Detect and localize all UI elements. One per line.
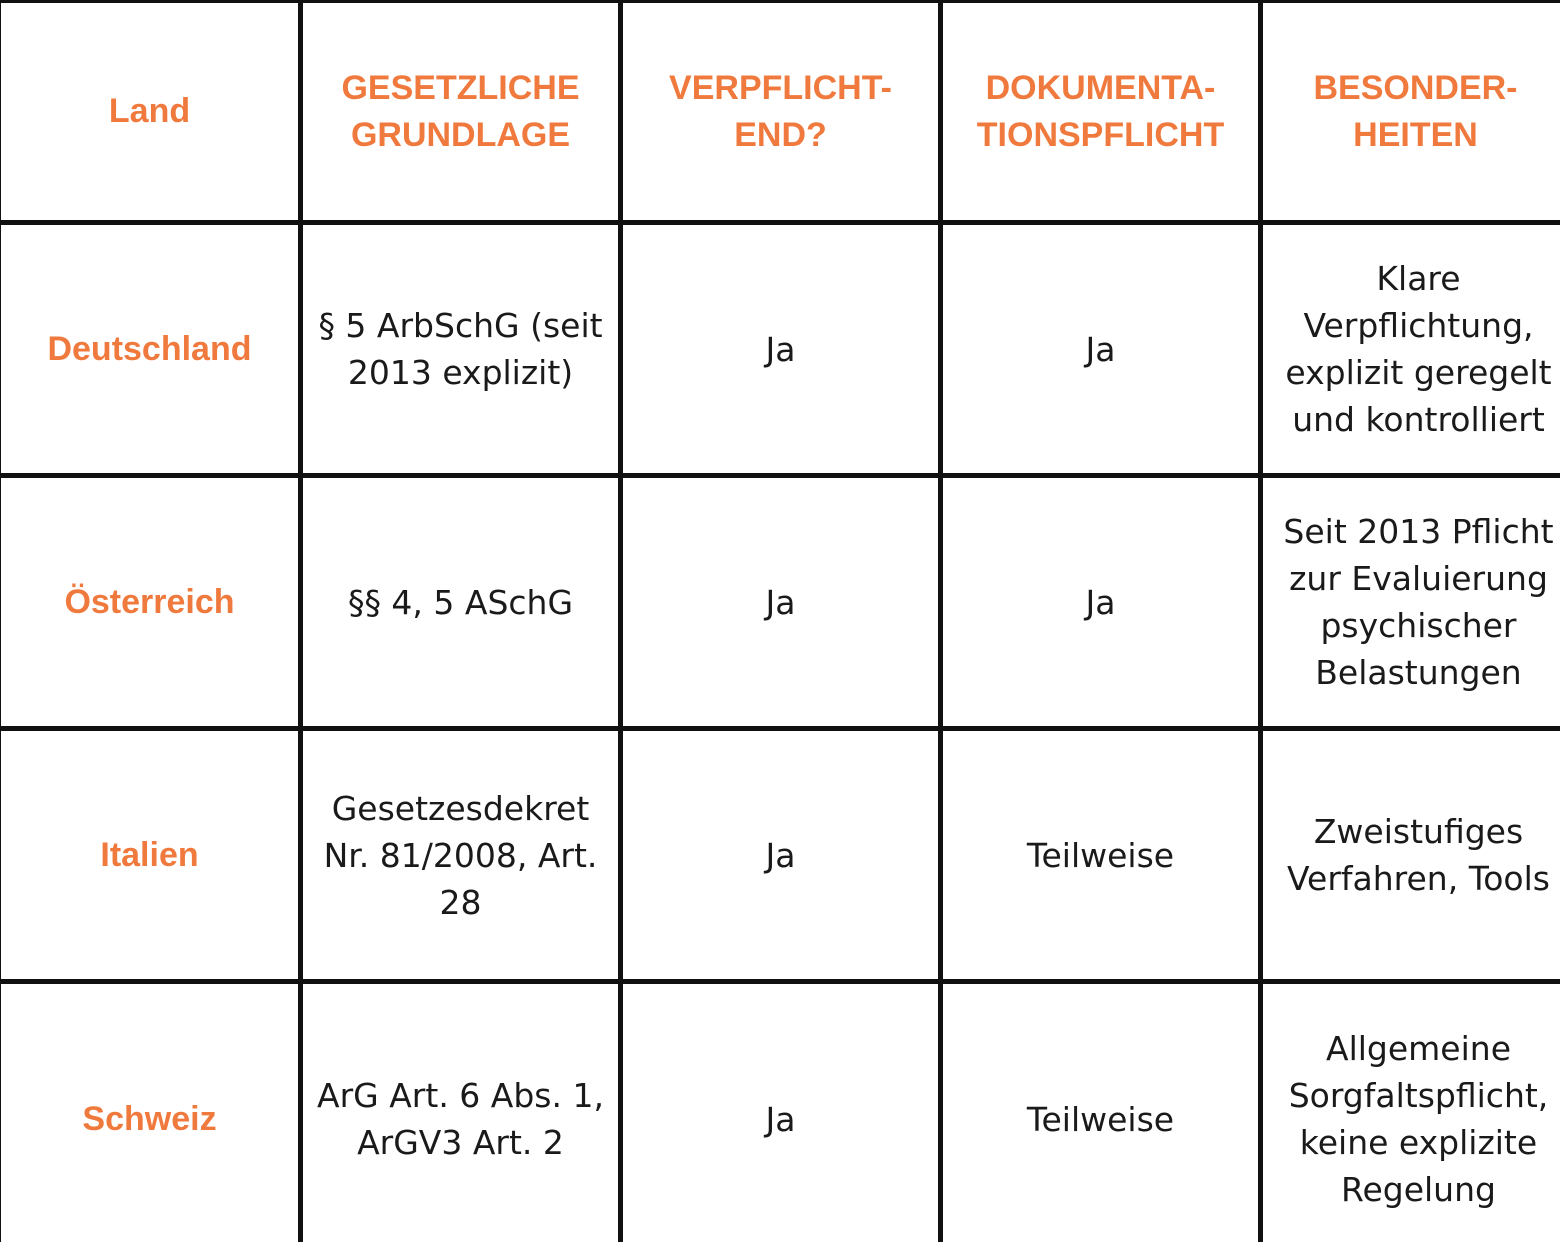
cell-land: Österreich xyxy=(0,476,301,729)
table-row xyxy=(0,223,1560,476)
cell-besonderheiten: Seit 2013 Pflicht zur Evaluierung psychischer Belastungen xyxy=(1261,476,1560,729)
cell-land: Schweiz xyxy=(0,982,301,1242)
cell-grundlage: ArG Art. 6 Abs. 1, ArGV3 Art. 2 xyxy=(301,982,621,1242)
cell-land: Italien xyxy=(0,729,301,982)
header-dokumentationspflicht: DOKUMENTA- TIONSPFLICHT xyxy=(941,1,1261,223)
cell-besonderheiten: Allgemeine Sorgfaltspflicht, keine explizite Regelung xyxy=(1261,982,1560,1242)
cell-verpflichtend: Ja xyxy=(621,476,941,729)
header-gesetzliche-grundlage: GESETZLICHE GRUNDLAGE xyxy=(301,1,621,223)
header-besonderheiten: BESONDER- HEITEN xyxy=(1261,1,1560,223)
header-verpflichtend: VERPFLICHT- END? xyxy=(621,1,941,223)
header-land: Land xyxy=(0,1,301,223)
cell-besonderheiten: Klare Verpflichtung, explizit geregelt und kontrolliert xyxy=(1261,223,1560,476)
table-row xyxy=(0,729,1560,982)
cell-besonderheiten: Zweistufiges Verfahren, Tools xyxy=(1261,729,1560,982)
cell-dokumentation: Ja xyxy=(941,476,1261,729)
cell-dokumentation: Teilweise xyxy=(941,982,1261,1242)
cell-dokumentation: Ja xyxy=(941,223,1261,476)
cell-verpflichtend: Ja xyxy=(621,223,941,476)
cell-grundlage: Gesetzesdekret Nr. 81/2008, Art. 28 xyxy=(301,729,621,982)
cell-verpflichtend: Ja xyxy=(621,729,941,982)
table-row xyxy=(0,982,1560,1242)
cell-grundlage: § 5 ArbSchG (seit 2013 explizit) xyxy=(301,223,621,476)
cell-land: Deutschland xyxy=(0,223,301,476)
table-row xyxy=(0,476,1560,729)
cell-verpflichtend: Ja xyxy=(621,982,941,1242)
cell-grundlage: §§ 4, 5 ASchG xyxy=(301,476,621,729)
cell-dokumentation: Teilweise xyxy=(941,729,1261,982)
table-header-row xyxy=(0,1,1560,223)
